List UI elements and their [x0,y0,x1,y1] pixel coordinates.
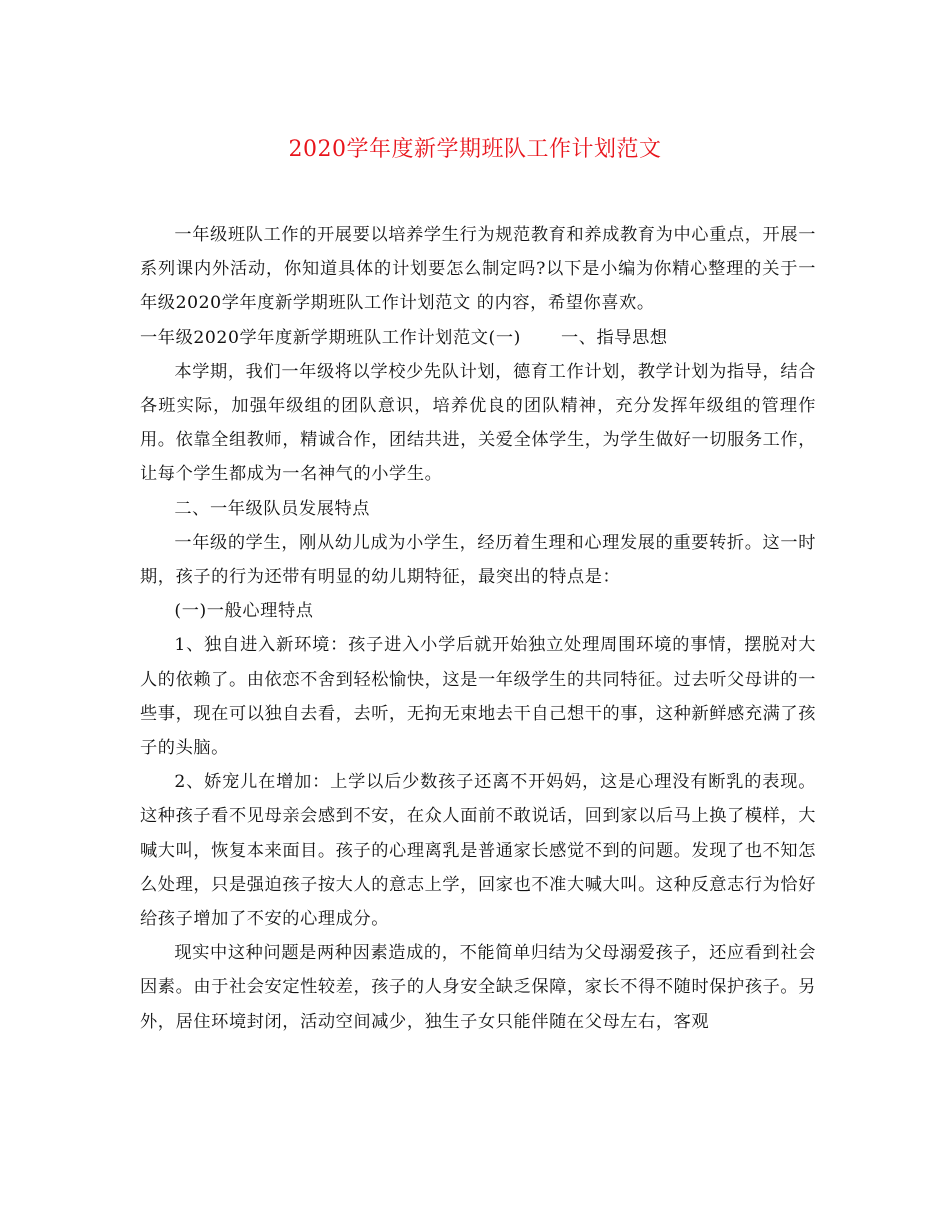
development-traits-paragraph: 一年级的学生，刚从幼儿成为小学生，经历着生理和心理发展的重要转折。这一时期，孩子的行为还带有明显的幼儿期特征，最突出的特点是： [140,532,816,588]
section-heading-development-traits: 二、一年级队员发展特点 [174,498,371,519]
point-2-paragraph: 2、娇宠儿在增加：上学以后少数孩子还离不开妈妈，这是心理没有断乳的表现。这种孩子看不见母亲会感到不安，在众人面前不敢说话，回到家以后马上换了模样，大喊大叫，恢复本来面目。孩子的心理离乳是普通家长感觉不到的问题。发现了也不知怎么处理，只是强迫孩子按大人的意志上学，回家也不准大喊大叫。这种反意志行为恰好给孩子增加了不安的心理成分。 [140,772,816,930]
document-title: 2020学年度新学期班队工作计划范文 [288,137,662,162]
intro-paragraph: 一年级班队工作的开展要以培养学生行为规范教育和养成教育为中心重点，开展一系列课内外活动，你知道具体的计划要怎么制定吗?以下是小编为你精心整理的关于一年级2020学年度新学期班队工作计划范文 的内容，希望你喜欢。 [140,225,816,314]
subtitle-line [140,321,816,355]
plan-subtitle: 一年级2020学年度新学期班队工作计划范文(一) [140,327,521,348]
guiding-ideology-paragraph: 本学期，我们一年级将以学校少先队计划，德育工作计划，教学计划为指导，结合各班实际，加强年级组的团队意识，培养优良的团队精神，充分发挥年级组的管理作用。依靠全组教师，精诚合作，团结共进，关爱全体学生，为学生做好一切服务工作，让每个学生都成为一名神气的小学生。 [140,361,816,485]
point-1-paragraph: 1、独自进入新环境：孩子进入小学后就开始独立处理周围环境的事情，摆脱对大人的依赖了。由依恋不舍到轻松愉快，这是一年级学生的共同特征。过去听父母讲的一些事，现在可以独自去看，去听，无拘无束地去干自己想干的事，这种新鲜感充满了孩子的头脑。 [140,635,816,759]
reality-paragraph: 现实中这种问题是两种因素造成的，不能简单归结为父母溺爱孩子，还应看到社会因素。由于社会安定性较差，孩子的人身安全缺乏保障，家长不得不随时保护孩子。另外，居住环境封闭，活动空间减少，独生子女只能伴随在父母左右，客观 [140,943,816,1032]
section-heading-guiding-ideology: 一、指导思想 [560,327,668,348]
document-body [140,218,816,1039]
subsection-heading-psychology: (一)一般心理特点 [174,601,314,622]
